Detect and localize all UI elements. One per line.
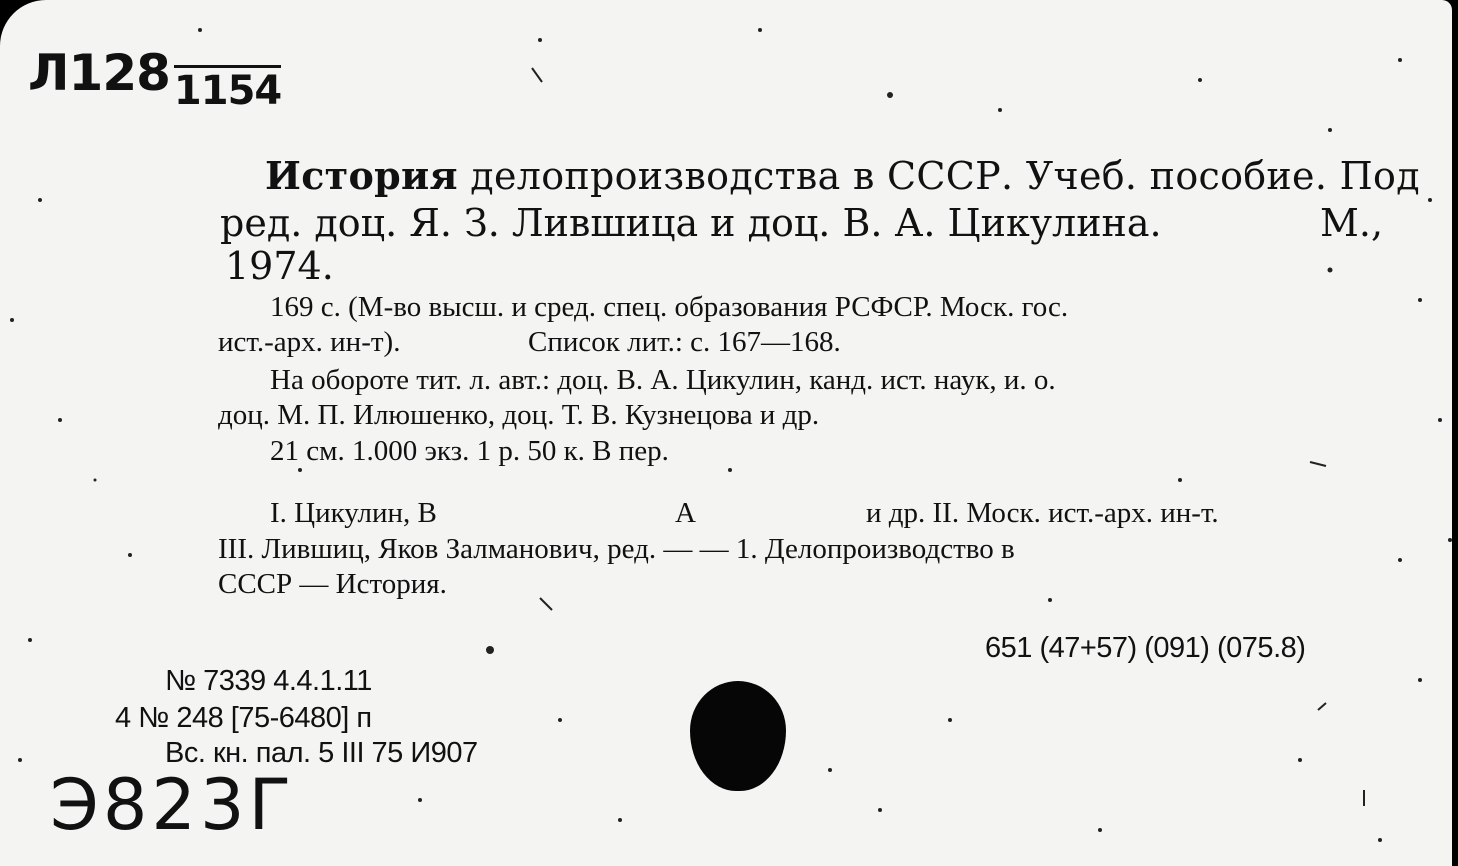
order-number: № 7339 4.4.1.11	[165, 665, 372, 697]
description-line-4: доц. М. П. Илюшенко, доц. Т. В. Кузнецова и др.	[218, 399, 820, 431]
tracing-line-3: СССР — История.	[218, 568, 447, 600]
description-line-1: 169 с. (М-во высш. и сред. спец. образования РСФСР. Моск. гос.	[270, 291, 1069, 323]
title-line-1	[265, 153, 1420, 198]
title-line-1-rest: делопроизводства в СССР. Учеб. пособие. Под	[470, 154, 1420, 198]
tracing-line-1b: А	[675, 497, 696, 529]
shelfmark-main: Л128	[28, 44, 170, 102]
inventory-number: Э823Г	[50, 764, 296, 846]
description-line-2a: ист.-арх. ин-т).	[218, 326, 401, 358]
title-heading-word: История	[265, 153, 458, 198]
book-chamber-code: Вс. кн. пал. 5 III 75 И907	[165, 737, 478, 769]
description-line-3: На обороте тит. л. авт.: доц. В. А. Цикулин, канд. ист. наук, и. о.	[270, 364, 1056, 396]
title-year: 1974.	[225, 244, 334, 288]
shelfmark	[28, 44, 282, 114]
tracing-line-1c: и др. II. Моск. ист.-арх. ин-т.	[866, 497, 1219, 529]
description-line-5: 21 см. 1.000 экз. 1 р. 50 к. В пер.	[270, 435, 669, 467]
tracing-line-2: III. Лившиц, Яков Залманович, ред. — — 1. Делопроизводство в	[218, 533, 1015, 565]
shelfmark-sub: 1154	[174, 65, 281, 114]
tracing-line-1a: I. Цикулин, В	[270, 497, 437, 529]
description-line-2b: Список лит.: с. 167—168.	[528, 326, 841, 358]
classification-number: 651 (47+57) (091) (075.8)	[985, 632, 1306, 664]
print-run-code: 4 № 248 [75-6480] п	[115, 702, 372, 734]
title-place: М.,	[1320, 201, 1384, 245]
title-line-2: ред. доц. Я. З. Лившица и доц. В. А. Цикулина.	[220, 201, 1162, 245]
